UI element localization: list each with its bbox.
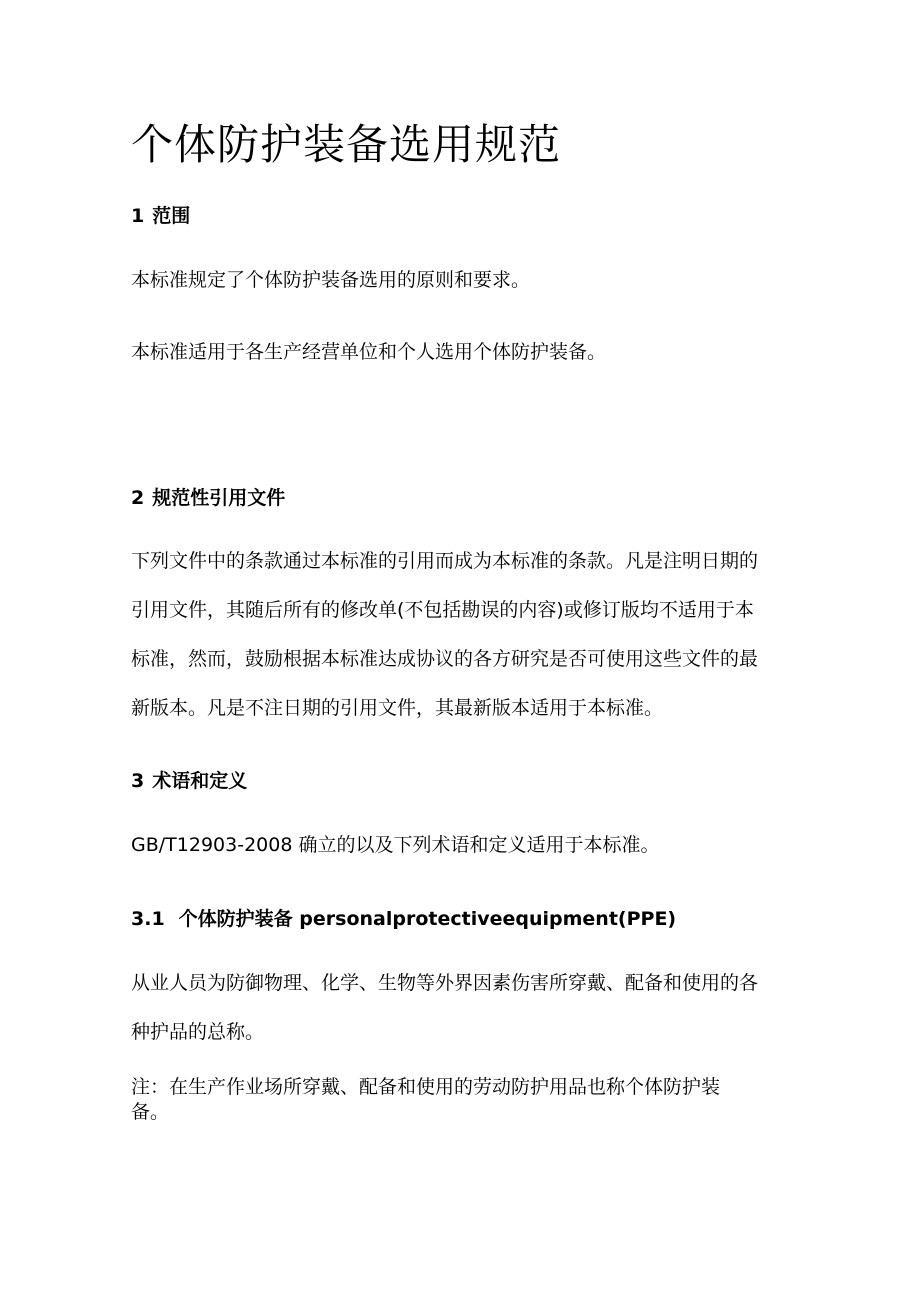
section-3-1-number: 3.1 [131, 908, 165, 930]
section-2-line-1: 下列文件中的条款通过本标准的引用而成为本标准的条款。凡是注明日期的 [131, 550, 759, 572]
section-3-1-line-1: 从业人员为防御物理、化学、生物等外界因素伤害所穿戴、配备和使用的各 [131, 972, 759, 994]
section-3-1-paragraph [131, 969, 795, 1067]
section-3-1-note [131, 1075, 771, 1125]
section-1-paragraph-2: 本标准适用于各生产经营单位和个人选用个体防护装备。 [131, 341, 607, 363]
section-2-heading [131, 484, 285, 512]
section-2-line-4: 新版本。凡是不注日期的引用文件，其最新版本适用于本标准。 [131, 697, 664, 719]
section-3-1-heading [131, 905, 676, 933]
section-3-1-line-2: 种护品的总称。 [131, 1021, 265, 1043]
section-1-number: 1 [131, 205, 145, 227]
section-3-number: 3 [131, 770, 145, 792]
section-3-1-note-line-2: 备。 [131, 1101, 170, 1123]
section-3-title: 术语和定义 [152, 770, 248, 792]
section-2-number: 2 [131, 487, 145, 509]
section-3-1-note-line-1: 注：在生产作业场所穿戴、配备和使用的劳动防护用品也称个体防护装 [131, 1076, 721, 1098]
section-3-heading [131, 767, 247, 795]
section-2-title: 规范性引用文件 [152, 487, 286, 509]
section-3-paragraph: GB/T12903-2008 确立的以及下列术语和定义适用于本标准。 [131, 834, 660, 856]
section-1-heading [131, 202, 190, 230]
section-1-title: 范围 [152, 205, 191, 227]
document-title: 个体防护装备选用规范 [131, 120, 562, 169]
section-2-line-3: 标准，然而，鼓励根据本标准达成协议的各方研究是否可使用这些文件的最 [131, 648, 759, 670]
section-3-1-title: 个体防护装备 personalprotectiveequipment(PPE) [178, 908, 677, 930]
section-1-paragraph-1: 本标准规定了个体防护装备选用的原则和要求。 [131, 269, 531, 291]
section-2-paragraph [131, 547, 795, 743]
section-2-line-2: 引用文件，其随后所有的修改单(不包括勘误的内容)或修订版均不适用于本 [131, 599, 754, 621]
